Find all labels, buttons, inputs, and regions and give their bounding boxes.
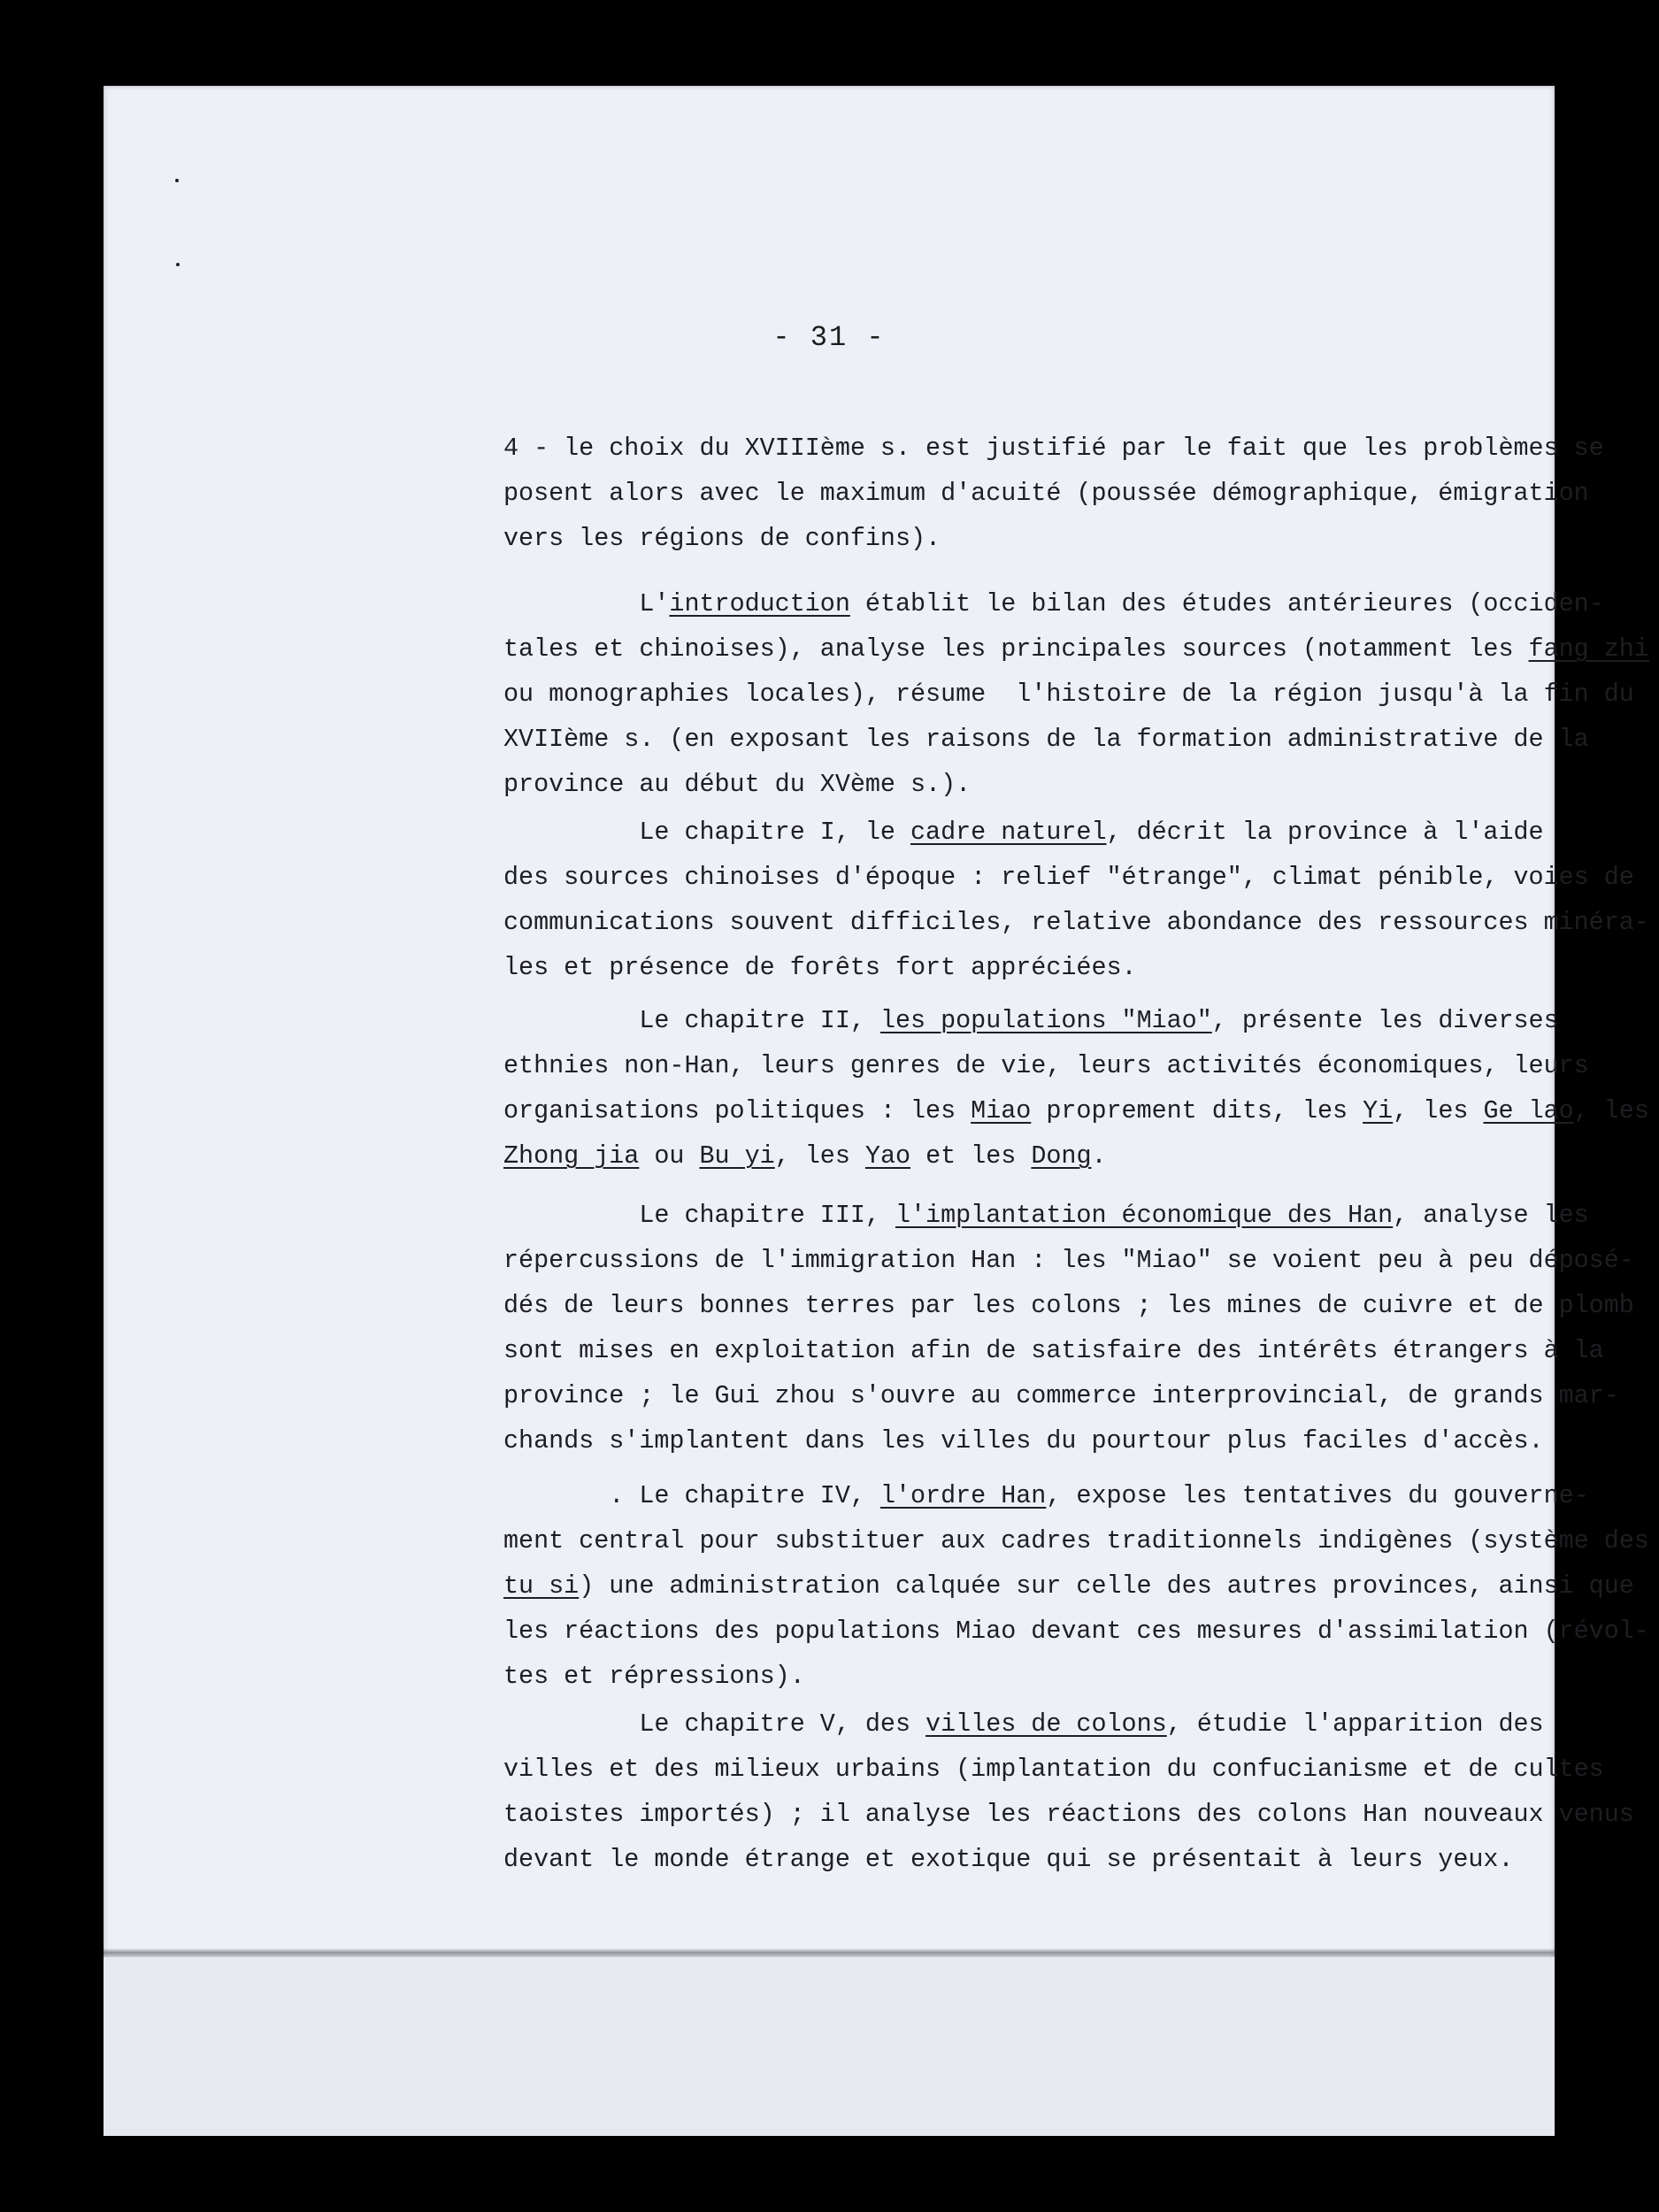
text-run: Le chapitre II, bbox=[503, 1006, 880, 1035]
underlined-term: l'ordre Han bbox=[879, 1481, 1047, 1510]
paragraph-chapter-3 bbox=[503, 1194, 1634, 1464]
underlined-term: fang zhi bbox=[1528, 634, 1649, 664]
text-line bbox=[503, 1609, 1649, 1655]
text-line bbox=[503, 999, 1649, 1044]
text-run: chands s'implantent dans les villes du pourtour plus faciles d'accès. bbox=[503, 1426, 1544, 1455]
underlined-term: cadre naturel bbox=[910, 818, 1107, 847]
text-run: , étudie l'apparition des bbox=[1166, 1709, 1544, 1739]
text-line bbox=[503, 1564, 1649, 1609]
text-line bbox=[503, 1838, 1634, 1883]
text-line bbox=[503, 627, 1649, 672]
text-run: province ; le Gui zhou s'ouvre au commerce interprovincial, de grands mar- bbox=[503, 1381, 1619, 1410]
text-line bbox=[503, 718, 1649, 763]
text-line bbox=[503, 1474, 1649, 1519]
text-line bbox=[503, 1044, 1649, 1089]
text-run: ou bbox=[639, 1141, 700, 1171]
text-run: tes et répressions). bbox=[503, 1662, 805, 1691]
text-line bbox=[503, 901, 1649, 946]
text-run: dés de leurs bonnes terres par les colons ; les mines de cuivre et de plomb bbox=[503, 1291, 1634, 1320]
text-line bbox=[503, 1519, 1649, 1564]
text-run: Le chapitre III, bbox=[503, 1201, 895, 1230]
text-run: , décrit la province à l'aide bbox=[1106, 818, 1544, 847]
lower-sheet-edge bbox=[104, 1957, 1555, 2136]
text-run: ou monographies locales), résume l'histoire de la région jusqu'à la fin du bbox=[503, 680, 1634, 709]
text-line bbox=[503, 1793, 1634, 1838]
paragraph-chapter-1 bbox=[503, 810, 1649, 991]
text-line bbox=[503, 1239, 1634, 1284]
text-run: , analyse les bbox=[1393, 1201, 1589, 1230]
underlined-term: tu si bbox=[503, 1571, 580, 1601]
text-run: , les bbox=[1573, 1096, 1649, 1125]
text-run: taoistes importés) ; il analyse les réactions des colons Han nouveaux venus bbox=[503, 1800, 1634, 1829]
text-line bbox=[503, 1702, 1634, 1747]
text-run: ) une administration calquée sur celle des autres provinces, ainsi que bbox=[579, 1571, 1634, 1601]
underlined-term: Ge lao bbox=[1483, 1096, 1574, 1125]
text-line bbox=[503, 426, 1604, 472]
underlined-term: Bu yi bbox=[699, 1141, 775, 1171]
text-run: organisations politiques : les bbox=[503, 1096, 972, 1125]
margin-speck bbox=[175, 179, 179, 182]
text-line bbox=[503, 946, 1649, 991]
underlined-term: Dong bbox=[1031, 1141, 1092, 1171]
text-line bbox=[503, 763, 1649, 808]
text-run: , les bbox=[774, 1141, 865, 1171]
text-run: ment central pour substituer aux cadres traditionnels indigènes (système des bbox=[503, 1526, 1649, 1555]
text-run: tales et chinoises), analyse les principales sources (notamment les bbox=[503, 634, 1529, 664]
text-run: L' bbox=[503, 589, 670, 618]
text-line bbox=[503, 672, 1649, 718]
text-run: posent alors avec le maximum d'acuité (poussée démographique, émigration bbox=[503, 479, 1589, 508]
paragraph-chapter-4 bbox=[503, 1474, 1649, 1700]
text-run: 4 - le choix du XVIIIème s. est justifié par le fait que les problèmes se bbox=[503, 434, 1604, 463]
paragraph-chapter-5 bbox=[503, 1702, 1634, 1883]
text-run: , les bbox=[1393, 1096, 1484, 1125]
text-run: des sources chinoises d'époque : relief "étrange", climat pénible, voies de bbox=[503, 863, 1634, 892]
text-line bbox=[503, 1655, 1649, 1700]
text-run: devant le monde étrange et exotique qui se présentait à leurs yeux. bbox=[503, 1845, 1514, 1874]
underlined-term: villes de colons bbox=[926, 1709, 1167, 1739]
text-run: vers les régions de confins). bbox=[503, 524, 941, 553]
text-run: XVIIème s. (en exposant les raisons de la formation administrative de la bbox=[503, 725, 1589, 754]
text-line bbox=[503, 856, 1649, 901]
text-line bbox=[503, 1284, 1634, 1329]
page-number: - 31 - bbox=[772, 321, 886, 354]
text-line bbox=[503, 1194, 1634, 1239]
text-run: proprement dits, les bbox=[1031, 1096, 1363, 1125]
text-run: et les bbox=[910, 1141, 1032, 1171]
paper-sheet bbox=[104, 86, 1649, 2136]
text-run: sont mises en exploitation afin de satisfaire des intérêts étrangers à la bbox=[503, 1336, 1604, 1365]
text-line bbox=[503, 1419, 1634, 1464]
text-run: villes et des milieux urbains (implantation du confucianisme et de cultes bbox=[503, 1755, 1604, 1784]
text-run: répercussions de l'immigration Han : les "Miao" se voient peu à peu déposé- bbox=[503, 1246, 1634, 1275]
text-run: , expose les tentatives du gouverne- bbox=[1046, 1481, 1589, 1510]
text-line bbox=[503, 1134, 1649, 1179]
underlined-term: Zhong jia bbox=[503, 1141, 640, 1171]
text-run: . bbox=[1091, 1141, 1107, 1171]
text-line bbox=[503, 1329, 1634, 1374]
text-line bbox=[503, 810, 1649, 856]
underlined-term: introduction bbox=[669, 589, 850, 618]
text-line bbox=[503, 517, 1604, 562]
text-run: les réactions des populations Miao devant ces mesures d'assimilation (révol- bbox=[503, 1617, 1649, 1646]
text-run: les et présence de forêts fort appréciées. bbox=[503, 953, 1137, 982]
text-run: province au début du XVème s.). bbox=[503, 770, 972, 799]
text-run: ethnies non-Han, leurs genres de vie, leurs activités économiques, leurs bbox=[503, 1051, 1589, 1080]
text-line bbox=[503, 582, 1649, 627]
text-line bbox=[503, 1747, 1634, 1793]
underlined-term: l'implantation économique des Han bbox=[895, 1201, 1394, 1230]
paragraph-introduction bbox=[503, 582, 1649, 808]
text-line bbox=[503, 472, 1604, 517]
text-line bbox=[503, 1374, 1634, 1419]
text-run: . Le chapitre IV, bbox=[503, 1481, 880, 1510]
text-run: Le chapitre V, des bbox=[503, 1709, 926, 1739]
underlined-term: les populations "Miao" bbox=[879, 1006, 1212, 1035]
underlined-term: Miao bbox=[971, 1096, 1032, 1125]
paragraph-chapter-2 bbox=[503, 999, 1649, 1179]
text-run: Le chapitre I, le bbox=[503, 818, 911, 847]
paragraph-1 bbox=[503, 426, 1604, 562]
text-run: établit le bilan des études antérieures (occiden- bbox=[849, 589, 1604, 618]
text-run: communications souvent difficiles, relative abondance des ressources minéra- bbox=[503, 908, 1649, 937]
underlined-term: Yi bbox=[1363, 1096, 1394, 1125]
text-run: , présente les diverses bbox=[1211, 1006, 1559, 1035]
underlined-term: Yao bbox=[864, 1141, 911, 1171]
text-line bbox=[503, 1089, 1649, 1134]
margin-speck bbox=[176, 263, 180, 266]
